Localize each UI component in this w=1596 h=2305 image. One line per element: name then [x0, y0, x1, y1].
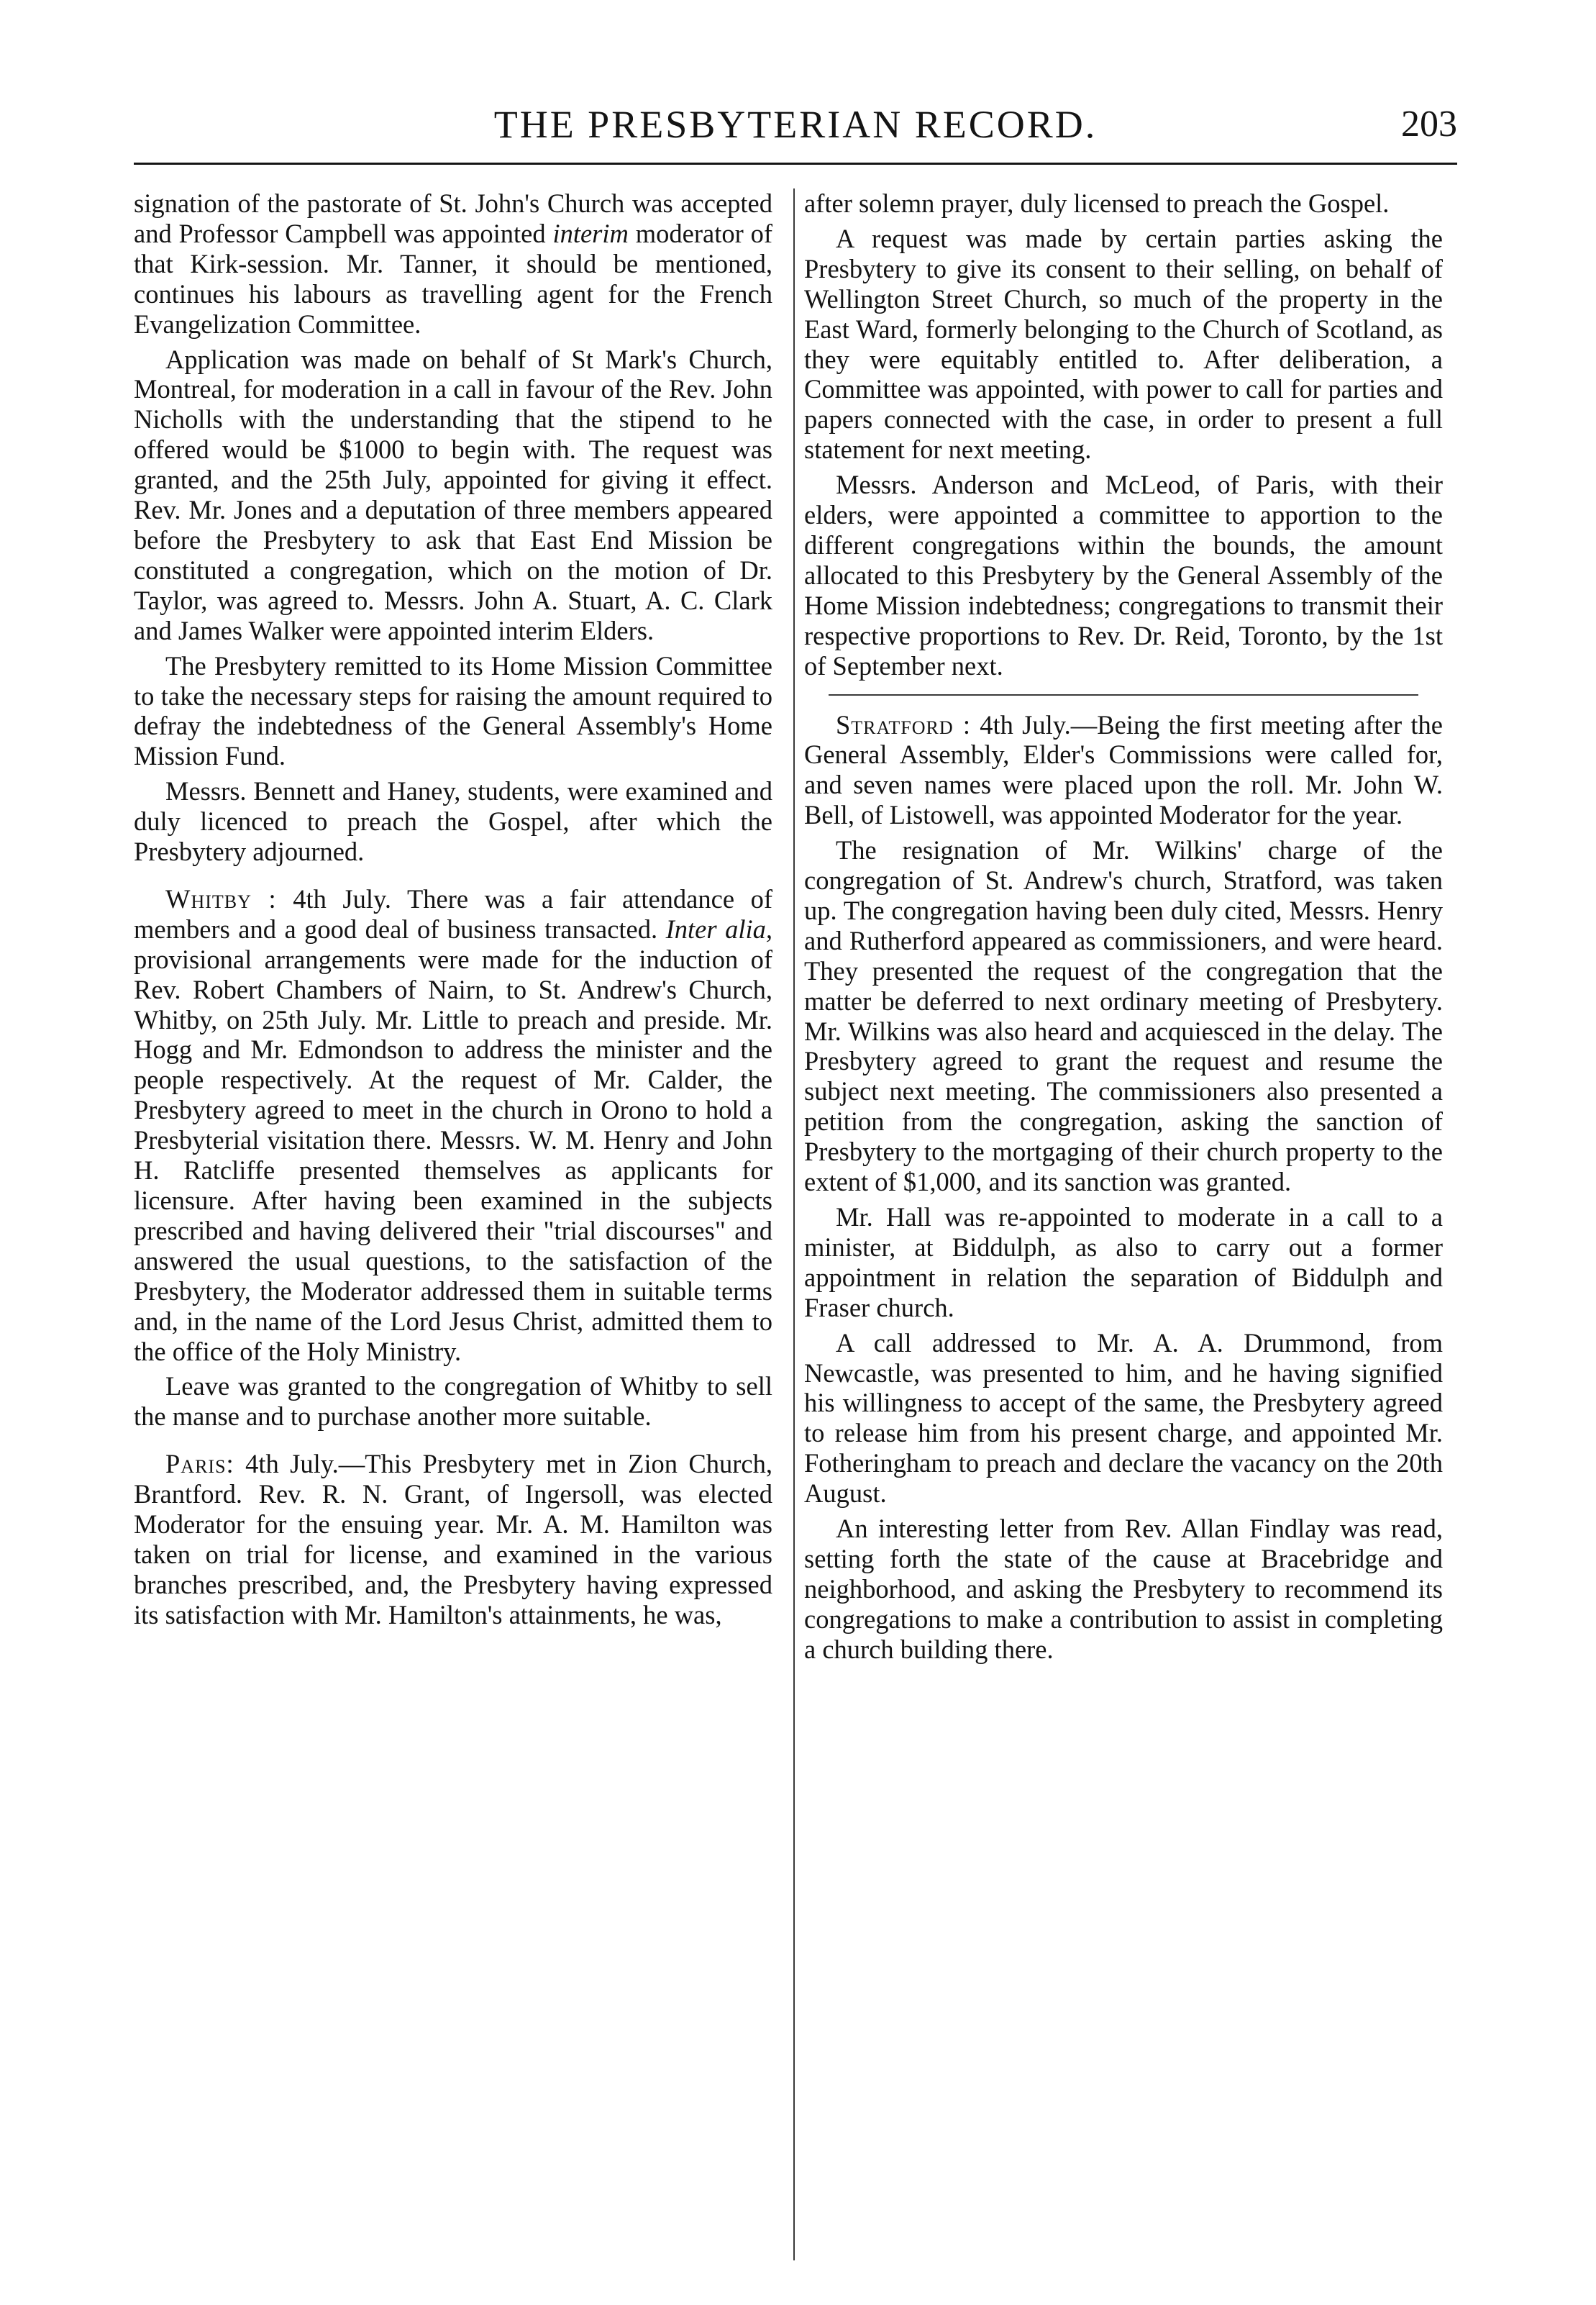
section-heading-paris: Paris:	[165, 1449, 234, 1479]
paragraph-home-mission: The Presbytery remitted to its Home Mission Committee to take the necessary steps for raising the amount required to defray the indebtedness of the General Assembly's Home Mission Fund.	[134, 650, 772, 771]
paragraph-text: 4th July.—Being the first meeting after the General Assembly, Elder's Commissions were called for, and seven names were placed upon the roll. Mr. John W. Bell, of Listowell, was appointed Moderator for the year.	[804, 709, 1443, 830]
paragraph-whitby-manse: Leave was granted to the congregation of Whitby to sell the manse and to purchase another more suitable.	[134, 1371, 772, 1432]
paragraph-anderson-mcleod: Messrs. Anderson and McLeod, of Paris, with their elders, were appointed a committee to apportion to the different congregations within the bounds, the amount allocated to this Presbytery by the General Assembly of the Home Mission indebtedness; congregations to transmit their respective proportions to Rev. Dr. Reid, Toronto, by the 1st of September next.	[804, 470, 1443, 681]
paragraph-st-marks: Application was made on behalf of St Mark's Church, Montreal, for moderation in a call in favour of the Rev. John Nicholls with the understanding that the stipend to he offered would be $1000 to begin with. The request was granted, and the 25th July, appointed for giving it effect. Rev. Mr. Jones and a deputation of three members appeared before the Presbytery to ask that East End Mission be constituted a congregation, which on the motion of Dr. Taylor, was agreed to. Messrs. John A. Stuart, A. C. Clark and James Walker were appointed interim Elders.	[134, 344, 772, 645]
paragraph-students-licenced: Messrs. Bennett and Haney, students, were examined and duly licenced to preach the Gospel, after which the Presbytery adjourned.	[134, 776, 772, 867]
paragraph-paris	[134, 1449, 772, 1629]
paragraph-whitby	[134, 884, 772, 1367]
paragraph-stratford	[804, 710, 1443, 831]
section-heading-stratford: Stratford :	[836, 709, 972, 740]
running-title: THE PRESBYTERIAN RECORD.	[493, 103, 1098, 146]
header-rule	[134, 163, 1457, 165]
left-column	[134, 188, 772, 2260]
paragraph-licensed: after solemn prayer, duly licensed to preach the Gospel.	[804, 188, 1390, 218]
column-divider	[793, 188, 795, 2260]
section-separator	[829, 694, 1418, 696]
paragraph-biddulph: Mr. Hall was re-appointed to moderate in a call to a minister, at Biddulph, as also to carry out a former appointment in relation the separation of Biddulph and Fraser church.	[804, 1202, 1443, 1322]
section-heading-whitby: Whitby :	[165, 883, 277, 914]
page-number: 203	[1401, 104, 1457, 145]
paragraph-text: 4th July. There was a fair attendance of members and a good deal of business transacted.	[134, 883, 772, 944]
page-header	[134, 99, 1457, 150]
paragraph-wellington-street: A request was made by certain parties asking the Presbytery to give its consent to their selling, on behalf of Wellington Street Church, so much of the property in the East Ward, formerly belonging to the Church of Scotland, as they were equitably entitled to. After deliberation, a Committee was appointed, with power to call for parties and papers connected with the case, in order to present a full statement for next meeting.	[804, 223, 1443, 465]
paragraph-drummond-call: A call addressed to Mr. A. A. Drummond, from Newcastle, was presented to him, and he having signified his willingness to accept of the same, the Presbytery agreed to release him from his present charge, and appointed Mr. Fotheringham to preach and declare the vacancy on the 20th August.	[804, 1327, 1443, 1509]
italic-term: Inter alia,	[665, 914, 772, 944]
paragraph-text: signation of the pastorate of St. John's Church was accepted and Professor Campbell was appointed	[134, 188, 772, 248]
paragraph-wilkins-resignation: The resignation of Mr. Wilkins' charge of the congregation of St. Andrew's church, Stratford, was taken up. The congregation having been duly cited, Messrs. Henry and Rutherford appeared as commissioners, and were heard. They presented the request of the congregation that the matter be deferred to next ordinary meeting of Presbytery. Mr. Wilkins was also heard and acquiesced in the delay. The Presbytery agreed to grant the request and resume the subject next meeting. The commissioners also presented a petition from the congregation, asking the sanction of Presbytery to the mortgaging of their church property to the extent of $1,000, and its sanction was granted.	[804, 835, 1443, 1197]
paragraph-text: 4th July.—This Presbytery met in Zion Church, Brantford. Rev. R. N. Grant, of Ingersoll, was elected Moderator for the ensuing year. Mr. A. M. Hamilton was taken on trial for license, and examined in the various branches prescribed, and, the Presbytery having expressed its satisfaction with Mr. Hamilton's attainments, he was,	[134, 1449, 772, 1629]
paragraph-text: moderator of that Kirk-session. Mr. Tanner, it should be mentioned, continues his labours as travelling agent for the French Evangelization Committee.	[134, 218, 772, 339]
paragraph-text: provisional arrangements were made for the induction of Rev. Robert Chambers of Nairn, to St. Andrew's Church, Whitby, on 25th July. Mr. Little to preach and preside. Mr. Hogg and Mr. Edmondson to address the minister and the people respectively. At the request of Mr. Calder, the Presbytery agreed to meet in the church in Orono to hold a Presbyterial visitation there. Messrs. W. M. Henry and John H. Ratcliffe presented themselves as applicants for licensure. After having been examined in the subjects prescribed and having delivered their "trial discourses" and answered the usual questions, to the satisfaction of the Presbytery, the Moderator addressed them in suitable terms and, in the name of the Lord Jesus Christ, admitted them to the office of the Holy Ministry.	[134, 944, 772, 1366]
paragraph-st-johns	[134, 188, 772, 340]
paragraph-findlay-letter: An interesting letter from Rev. Allan Findlay was read, setting forth the state of the cause at Bracebridge and neighborhood, and asking the Presbytery to recommend its congregations to make a contribution to assist in completing a church building there.	[804, 1514, 1443, 1664]
italic-term: interim	[552, 218, 629, 248]
right-column	[804, 188, 1443, 2260]
